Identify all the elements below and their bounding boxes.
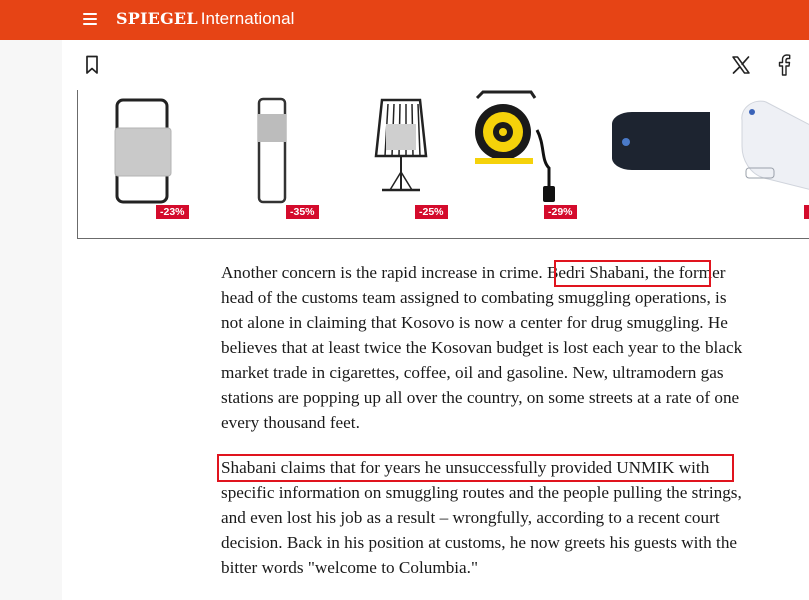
paragraph-text: [221, 455, 751, 580]
discount-badge-partial[interactable]: [804, 205, 809, 219]
bookmark-icon[interactable]: [85, 55, 99, 75]
highlighted-phrase: Shabani claims that for years he unsuccessfully provided UNMIK with: [221, 458, 710, 477]
product-cable-reel-image[interactable]: [473, 90, 568, 205]
x-logo-icon[interactable]: [731, 55, 751, 75]
discount-badge[interactable]: -29%: [544, 205, 577, 219]
logo-subtitle: International: [200, 9, 295, 28]
product-power-strip-image[interactable]: [734, 90, 809, 205]
discount-badge[interactable]: -35%: [286, 205, 319, 219]
discount-badge[interactable]: -25%: [415, 205, 448, 219]
logo-mark: SPIEGEL: [116, 9, 198, 28]
product-table-lamp-image[interactable]: [370, 90, 432, 205]
discount-badge[interactable]: -23%: [156, 205, 189, 219]
paragraph-rest: former head of the customs team assigned to combating smuggling operations, is not alone in claiming that Kosovo is now a center for drug smuggling. He believes that at least twice the Kosovan budget is lost each year to the black market trade in cigarettes, coffee, oil and gasoline. New, ultramodern gas stations are popping up all over the country, on some streets at a rate of one every thousand feet.: [221, 263, 743, 432]
hamburger-icon[interactable]: [83, 13, 97, 25]
paragraph-rest: specific information on smuggling routes and the people pulling the strings, and even lost his job as a result – wrongfully, according to a recent court decision. Back in his position at customs, he now greets his guests with the bitter words "welcome to Columbia.": [221, 483, 742, 577]
article-paragraph-2: [221, 455, 751, 580]
top-navigation-bar: [0, 0, 809, 40]
product-smart-device-image[interactable]: [606, 90, 716, 205]
product-lantern-image[interactable]: [113, 90, 173, 205]
site-logo[interactable]: [116, 9, 294, 31]
paragraph-text: [221, 260, 751, 435]
product-floor-lamp-image[interactable]: [256, 90, 290, 205]
highlighted-phrase: Bedri Shabani, the: [546, 263, 675, 282]
paragraph-lead: Another concern is the rapid increase in crime.: [221, 263, 547, 282]
ad-product-carousel[interactable]: [77, 90, 809, 239]
facebook-icon[interactable]: [777, 54, 791, 76]
article-paragraph-1: [221, 260, 751, 435]
